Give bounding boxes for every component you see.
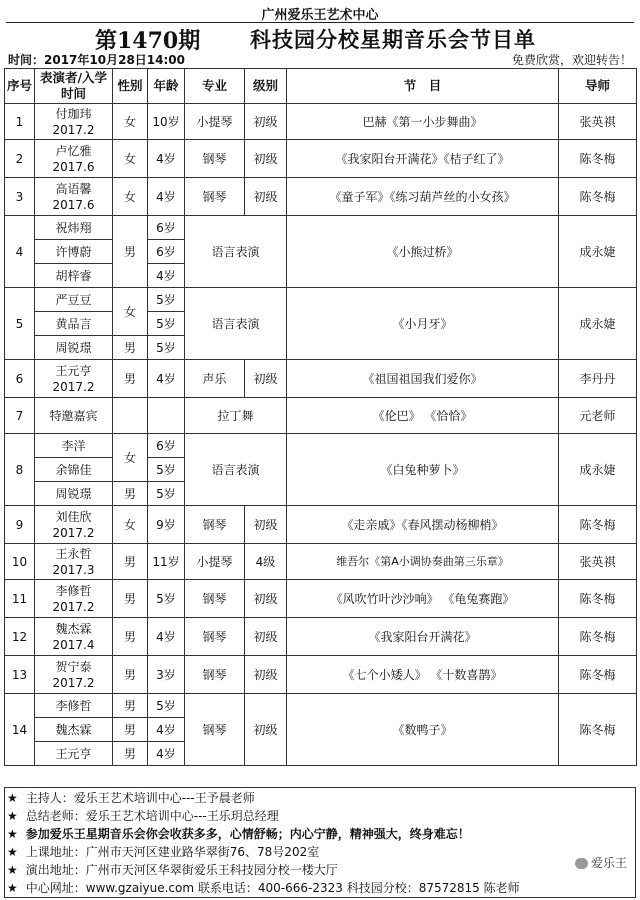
member-name: 祝炜翔 bbox=[35, 216, 113, 240]
row-no: 10 bbox=[5, 544, 35, 580]
age: 5岁 bbox=[148, 482, 185, 506]
gender: 男 bbox=[113, 742, 148, 766]
program-title: 科技园分校星期音乐会节目单 bbox=[250, 27, 536, 52]
enroll-date: 2017.4 bbox=[52, 637, 95, 652]
level: 初级 bbox=[245, 360, 287, 398]
program: 巴赫《第一小步舞曲》 bbox=[287, 104, 559, 140]
member-name: 王元亨 bbox=[35, 742, 113, 766]
program-table bbox=[4, 68, 637, 766]
gender: 男 bbox=[113, 694, 148, 718]
teacher: 成永婕 bbox=[559, 288, 637, 360]
performer-cell bbox=[35, 178, 113, 216]
gender: 男 bbox=[113, 656, 148, 694]
program: 《白兔种萝卜》 bbox=[287, 434, 559, 506]
table-row bbox=[5, 178, 637, 216]
star-icon: ★ bbox=[7, 881, 18, 895]
gender: 女 bbox=[113, 104, 148, 140]
row-no: 9 bbox=[5, 506, 35, 544]
performer-name: 付珈玮 bbox=[55, 106, 92, 121]
level: 初级 bbox=[245, 618, 287, 656]
gender: 女 bbox=[113, 434, 148, 482]
table-row bbox=[5, 506, 637, 544]
table-row bbox=[5, 398, 637, 434]
major: 钢琴 bbox=[185, 618, 245, 656]
level: 初级 bbox=[245, 104, 287, 140]
footer-info bbox=[4, 787, 636, 898]
star-icon: ★ bbox=[7, 791, 18, 805]
teacher: 陈冬梅 bbox=[559, 140, 637, 178]
slogan-line bbox=[7, 825, 633, 843]
gender: 男 bbox=[113, 336, 148, 360]
age: 5岁 bbox=[148, 458, 185, 482]
member-name: 周锐璟 bbox=[35, 482, 113, 506]
director-text: 总结老师：爱乐王艺术培训中心---王乐玥总经理 bbox=[25, 809, 279, 823]
major: 拉丁舞 bbox=[185, 398, 287, 434]
member-name: 胡梓睿 bbox=[35, 264, 113, 288]
major: 小提琴 bbox=[185, 544, 245, 580]
program: 《风吹竹叶沙沙响》 《龟兔赛跑》 bbox=[287, 580, 559, 618]
show-address-line bbox=[7, 861, 633, 879]
table-row bbox=[5, 694, 637, 718]
class-address-line bbox=[7, 843, 633, 861]
wechat-watermark bbox=[573, 854, 629, 871]
member-name: 李洋 bbox=[35, 434, 113, 458]
program: 维吾尔《第A小调协奏曲第三乐章》 bbox=[287, 544, 559, 580]
age: 5岁 bbox=[148, 336, 185, 360]
major: 钢琴 bbox=[185, 506, 245, 544]
age: 5岁 bbox=[148, 288, 185, 312]
gender: 男 bbox=[113, 482, 148, 506]
gender: 女 bbox=[113, 178, 148, 216]
age bbox=[148, 398, 185, 434]
level: 初级 bbox=[245, 656, 287, 694]
program: 《七个小矮人》 《十数喜鹊》 bbox=[287, 656, 559, 694]
table-row bbox=[5, 618, 637, 656]
age: 4岁 bbox=[148, 178, 185, 216]
teacher: 成永婕 bbox=[559, 216, 637, 288]
row-no: 12 bbox=[5, 618, 35, 656]
table-row bbox=[5, 360, 637, 398]
gender bbox=[113, 398, 148, 434]
program: 《小熊过桥》 bbox=[287, 216, 559, 288]
gender: 男 bbox=[113, 580, 148, 618]
website-line bbox=[7, 879, 633, 897]
member-name: 黄品言 bbox=[35, 312, 113, 336]
teacher: 陈冬梅 bbox=[559, 178, 637, 216]
col-header-teacher: 导师 bbox=[559, 69, 637, 104]
table-row bbox=[5, 544, 637, 580]
program: 《我家阳台开满花》《桔子红了》 bbox=[287, 140, 559, 178]
table-row bbox=[5, 140, 637, 178]
performer-name: 贺宁泰 bbox=[55, 659, 92, 674]
teacher: 陈冬梅 bbox=[559, 656, 637, 694]
member-name: 严豆豆 bbox=[35, 288, 113, 312]
gender: 女 bbox=[113, 288, 148, 336]
performer-cell bbox=[35, 360, 113, 398]
age: 4岁 bbox=[148, 264, 185, 288]
age: 6岁 bbox=[148, 434, 185, 458]
host-line bbox=[7, 789, 633, 807]
member-name: 魏杰霖 bbox=[35, 718, 113, 742]
performer-cell bbox=[35, 506, 113, 544]
col-header-major: 专业 bbox=[185, 69, 245, 104]
table-row bbox=[5, 104, 637, 140]
performer-name: 李修哲 bbox=[55, 583, 92, 598]
row-no: 6 bbox=[5, 360, 35, 398]
enroll-date: 2017.2 bbox=[52, 379, 95, 394]
col-header-no: 序号 bbox=[5, 69, 35, 104]
age: 5岁 bbox=[148, 312, 185, 336]
major: 钢琴 bbox=[185, 140, 245, 178]
major: 声乐 bbox=[185, 360, 245, 398]
row-no: 3 bbox=[5, 178, 35, 216]
performer-cell bbox=[35, 656, 113, 694]
table-row bbox=[5, 434, 637, 458]
performer-cell bbox=[35, 140, 113, 178]
row-no: 13 bbox=[5, 656, 35, 694]
enroll-date: 2017.2 bbox=[52, 122, 95, 137]
performer-name: 高语馨 bbox=[55, 181, 92, 196]
performer-cell bbox=[35, 618, 113, 656]
level: 初级 bbox=[245, 506, 287, 544]
major: 钢琴 bbox=[185, 694, 245, 766]
teacher: 陈冬梅 bbox=[559, 580, 637, 618]
age: 5岁 bbox=[148, 580, 185, 618]
performer-name: 卢忆雅 bbox=[55, 143, 92, 158]
teacher: 李丹丹 bbox=[559, 360, 637, 398]
age: 4岁 bbox=[148, 140, 185, 178]
teacher: 陈冬梅 bbox=[559, 506, 637, 544]
performer-cell bbox=[35, 580, 113, 618]
col-header-level: 级别 bbox=[245, 69, 287, 104]
row-no: 4 bbox=[5, 216, 35, 288]
age: 4岁 bbox=[148, 360, 185, 398]
level: 初级 bbox=[245, 580, 287, 618]
program: 《走亲戚》《春风摆动杨柳梢》 bbox=[287, 506, 559, 544]
period-number: 第1470期 bbox=[95, 28, 201, 54]
col-header-age: 年龄 bbox=[148, 69, 185, 104]
star-icon: ★ bbox=[7, 863, 18, 877]
age: 4岁 bbox=[148, 718, 185, 742]
level: 4级 bbox=[245, 544, 287, 580]
age: 10岁 bbox=[148, 104, 185, 140]
wechat-name: 爱乐王 bbox=[590, 856, 627, 870]
row-no: 1 bbox=[5, 104, 35, 140]
level: 初级 bbox=[245, 178, 287, 216]
major: 语言表演 bbox=[185, 434, 287, 506]
member-name: 余锦佳 bbox=[35, 458, 113, 482]
enroll-date: 2017.2 bbox=[52, 675, 95, 690]
performer-name: 刘佳欣 bbox=[55, 509, 92, 524]
performer-name: 王元亨 bbox=[55, 363, 92, 378]
age: 3岁 bbox=[148, 656, 185, 694]
row-no: 8 bbox=[5, 434, 35, 506]
slogan-text: 参加爱乐王星期音乐会你会收获多多，心情舒畅；内心宁静，精神强大，终身难忘！ bbox=[25, 827, 470, 841]
gender: 男 bbox=[113, 216, 148, 288]
age: 11岁 bbox=[148, 544, 185, 580]
table-row bbox=[5, 580, 637, 618]
major: 语言表演 bbox=[185, 216, 287, 288]
free-note: 免费欣赏，欢迎转告！ bbox=[511, 53, 632, 67]
teacher: 张英祺 bbox=[559, 104, 637, 140]
row-no: 14 bbox=[5, 694, 35, 766]
performer-cell bbox=[35, 544, 113, 580]
program: 《伦巴》 《恰恰》 bbox=[287, 398, 559, 434]
age: 6岁 bbox=[148, 240, 185, 264]
gender: 女 bbox=[113, 140, 148, 178]
program: 《童子军》《练习葫芦丝的小女孩》 bbox=[287, 178, 559, 216]
row-no: 5 bbox=[5, 288, 35, 360]
major: 钢琴 bbox=[185, 656, 245, 694]
star-icon: ★ bbox=[7, 827, 18, 841]
org-name: 广州爱乐王艺术中心 bbox=[261, 8, 379, 23]
performer-name: 特邀嘉宾 bbox=[35, 398, 113, 434]
star-icon: ★ bbox=[7, 809, 18, 823]
col-header-program: 节 目 bbox=[287, 69, 559, 104]
row-no: 2 bbox=[5, 140, 35, 178]
wechat-icon bbox=[575, 858, 588, 869]
major: 小提琴 bbox=[185, 104, 245, 140]
teacher: 元老师 bbox=[559, 398, 637, 434]
major: 语言表演 bbox=[185, 288, 287, 360]
age: 4岁 bbox=[148, 742, 185, 766]
host-text: 主持人：爱乐王艺术培训中心---王予晨老师 bbox=[25, 791, 255, 805]
star-icon: ★ bbox=[7, 845, 18, 859]
table-row bbox=[5, 216, 637, 240]
performer-name: 魏杰霖 bbox=[55, 621, 92, 636]
gender: 男 bbox=[113, 544, 148, 580]
teacher: 张英祺 bbox=[559, 544, 637, 580]
gender: 男 bbox=[113, 360, 148, 398]
level: 初级 bbox=[245, 694, 287, 766]
teacher: 成永婕 bbox=[559, 434, 637, 506]
performer-name: 王永哲 bbox=[55, 546, 92, 561]
major: 钢琴 bbox=[185, 178, 245, 216]
website-text: 中心网址：www.gzaiyue.com 联系电话：400-666-2323 科技园分校：87572815 陈老师 bbox=[25, 881, 520, 895]
director-line bbox=[7, 807, 633, 825]
age: 9岁 bbox=[148, 506, 185, 544]
class-address-text: 上课地址：广州市天河区建业路华翠街76、78号202室 bbox=[25, 845, 320, 859]
enroll-date: 2017.6 bbox=[52, 159, 95, 174]
col-header-performer: 表演者/入学时间 bbox=[35, 69, 113, 104]
row-no: 11 bbox=[5, 580, 35, 618]
program: 《我家阳台开满花》 bbox=[287, 618, 559, 656]
member-name: 许博蔚 bbox=[35, 240, 113, 264]
level: 初级 bbox=[245, 140, 287, 178]
member-name: 李修哲 bbox=[35, 694, 113, 718]
concert-time: 时间：2017年10月28日14:00 bbox=[8, 53, 185, 67]
age: 4岁 bbox=[148, 618, 185, 656]
teacher: 陈冬梅 bbox=[559, 618, 637, 656]
table-row bbox=[5, 288, 637, 312]
col-header-gender: 性别 bbox=[113, 69, 148, 104]
header-divider bbox=[6, 22, 634, 23]
performer-cell bbox=[35, 104, 113, 140]
age: 5岁 bbox=[148, 694, 185, 718]
enroll-date: 2017.2 bbox=[52, 599, 95, 614]
program: 《数鸭子》 bbox=[287, 694, 559, 766]
age: 6岁 bbox=[148, 216, 185, 240]
row-no: 7 bbox=[5, 398, 35, 434]
enroll-date: 2017.6 bbox=[52, 197, 95, 212]
member-name: 周锐璟 bbox=[35, 336, 113, 360]
program: 《小月牙》 bbox=[287, 288, 559, 360]
enroll-date: 2017.3 bbox=[52, 562, 95, 577]
show-address-text: 演出地址：广州市天河区华翠街爱乐王科技园分校一楼大厅 bbox=[25, 863, 338, 877]
enroll-date: 2017.2 bbox=[52, 525, 95, 540]
table-header-row bbox=[5, 69, 637, 104]
major: 钢琴 bbox=[185, 580, 245, 618]
gender: 女 bbox=[113, 506, 148, 544]
table-row bbox=[5, 656, 637, 694]
gender: 男 bbox=[113, 718, 148, 742]
gender: 男 bbox=[113, 618, 148, 656]
program: 《祖国祖国我们爱你》 bbox=[287, 360, 559, 398]
teacher: 陈冬梅 bbox=[559, 694, 637, 766]
